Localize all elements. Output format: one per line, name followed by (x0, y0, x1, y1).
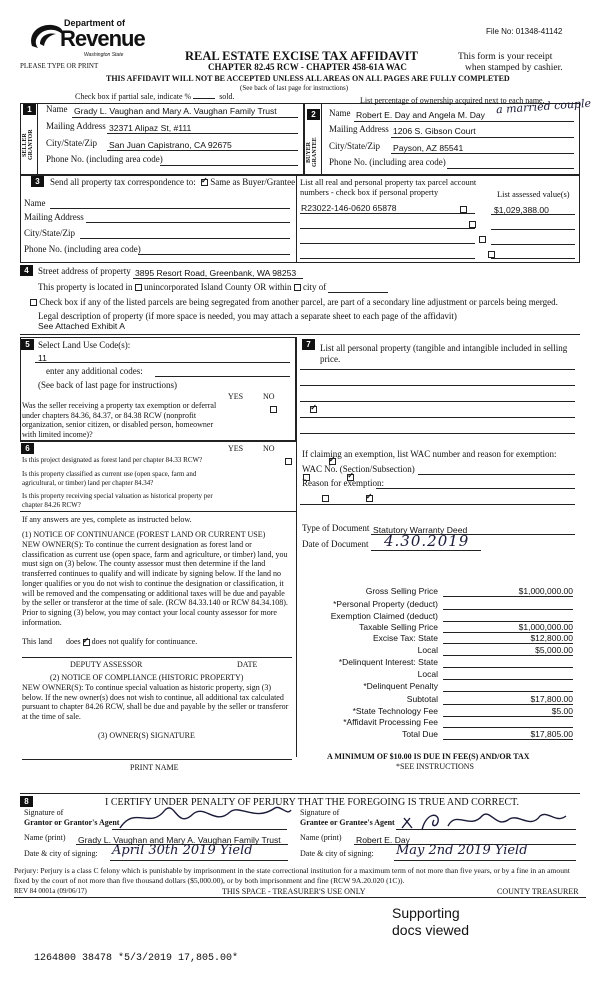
exemption-no-checkbox[interactable] (310, 406, 317, 413)
grantor-date-city: April 30th 2019 Yield (112, 843, 253, 858)
county-treasurer: COUNTY TREASURER (497, 887, 579, 896)
fee-row (300, 633, 575, 644)
grantor-sig-label-1: Signature of (24, 808, 64, 817)
land-use-code: 11 (38, 353, 47, 363)
logo-state: Washington State (84, 52, 124, 58)
fee-value (443, 611, 573, 622)
section-4-number: 4 (20, 265, 33, 276)
seller-address-label: Mailing Address (46, 121, 106, 131)
certify-statement: I CERTIFY UNDER PENALTY OF PERJURY THAT THE FOREGOING IS TRUE AND CORRECT. (105, 797, 519, 808)
exemption-no-header: NO (263, 392, 275, 401)
parcels-header: List all real and personal property tax parcel account numbers - check box if personal property (300, 178, 477, 197)
seller-side-label: SELLER GRANTOR (22, 129, 34, 161)
fee-label: Taxable Selling Price (359, 622, 438, 632)
corr-phone-label: Phone No. (including area code) (24, 244, 141, 254)
fee-value: $17,800.00 (443, 694, 573, 705)
fee-row (300, 694, 575, 705)
seller-name-label: Name (46, 104, 68, 114)
section-6-number: 6 (21, 443, 34, 454)
warning-text: THIS AFFIDAVIT WILL NOT BE ACCEPTED UNLESS ALL AREAS ON ALL PAGES ARE FULLY COMPLETED (106, 74, 510, 83)
does-not-qualify-checkbox[interactable] (83, 639, 90, 646)
grantee-signature (400, 806, 570, 836)
buyer-side-label: BUYER GRANTEE (306, 137, 318, 167)
fee-label: Exemption Claimed (deduct) (330, 611, 438, 621)
seller-phone-label: Phone No. (including area code) (46, 154, 163, 164)
legal-description: See Attached Exhibit A (38, 321, 125, 331)
if-yes-note: If any answers are yes, complete as instructed below. (22, 515, 192, 524)
fee-value: $1,000,000.00 (443, 586, 573, 597)
fee-label: *Delinquent Penalty (363, 681, 438, 691)
grantee-sig-label-1: Signature of (300, 808, 340, 817)
fee-row (300, 586, 575, 597)
grantee-date-label: Date & city of signing: (300, 849, 374, 858)
exemption-yes-checkbox[interactable] (270, 406, 277, 413)
fee-row (300, 729, 575, 740)
fee-row (300, 622, 575, 633)
notice-1-body: NEW OWNER(S): To continue the current designation as forest land or classification as current use (open space, farm and agriculture, or timber) land, you must sign on (3) below. The county assessor must then determine if the land transferred continues to qualify and will indicate by signing below. If the land no longer qualifies or you do not wish to continue the designation or classification, it will be removed and the compensating or additional taxes will be due and payable by the seller or transferor at the time of sale. (RCW 84.33.140 or RCW 84.34.108). Prior to signing (3) below, you may contact your local county assessor for more information. (22, 540, 288, 627)
fee-row (300, 611, 575, 622)
parcel-2-personal-checkbox[interactable] (469, 221, 476, 228)
forest-q3-yes[interactable] (322, 495, 329, 502)
segregated-note: Check box if any of the listed parcels are being segregated from another parcel, are part of a secondary line adjustment or parcels being merged. (30, 297, 558, 307)
fee-label: Local (417, 645, 438, 655)
section-5-number: 5 (21, 339, 34, 350)
corr-name-label: Name (24, 198, 46, 208)
seller-city: San Juan Capistrano, CA 92675 (109, 140, 232, 150)
seller-name: Grady L. Vaughan and Mary A. Vaughan Family Trust (74, 106, 277, 116)
fee-value (443, 717, 573, 728)
same-as-buyer-checkbox[interactable] (201, 179, 208, 186)
receipt-note-2: when stamped by cashier. (465, 63, 563, 73)
fee-value: $1,000,000.00 (443, 622, 573, 633)
forest-q1: Is this project designated as forest land per chapter 84.33 RCW? (22, 456, 203, 464)
buyer-address-label: Mailing Address (329, 124, 389, 134)
buyer-name: Robert E. Day and Angela M. Day (356, 110, 485, 120)
parcel-3-personal-checkbox[interactable] (479, 236, 486, 243)
exemption-question: Was the seller receiving a property tax exemption or deferral under chapters 84.36, 84.37, or 84.38 RCW (nonprofit organization, senior citizen, or disabled person, homeowner with limited income)? (22, 401, 217, 439)
logo-name: Revenue (60, 26, 145, 51)
fee-row (300, 657, 575, 668)
unincorporated-checkbox[interactable] (135, 284, 142, 291)
buyer-city: Payson, AZ 85541 (393, 143, 464, 153)
forest-q2-yes[interactable] (303, 474, 310, 481)
fee-label: *Affidavit Processing Fee (343, 717, 438, 727)
buyer-address: 1206 S. Gibson Court (393, 126, 476, 136)
dor-logo (26, 18, 145, 60)
print-name-label: PRINT NAME (130, 763, 179, 772)
see-instructions: *SEE INSTRUCTIONS (396, 762, 475, 771)
section-1-number: 1 (23, 104, 36, 115)
deputy-date-label: DATE (237, 660, 258, 669)
grantee-date-city: May 2nd 2019 Yield (396, 843, 528, 858)
forest-yes-header: YES (228, 444, 244, 453)
reason-label: Reason for exemption: (302, 478, 384, 488)
grantor-sig-label-2: Grantor or Grantor's Agent (24, 818, 120, 827)
fee-value: $5,000.00 (443, 645, 573, 656)
fee-value (443, 599, 573, 610)
street-address: 3895 Resort Road, Greenbank, WA 98253 (135, 268, 297, 278)
rev-number: REV 84 0001a (09/06/17) (14, 887, 87, 895)
grantee-print-name: Robert E. Day (356, 835, 410, 845)
fee-label: Local (417, 669, 438, 679)
section-7-number: 7 (302, 339, 315, 350)
receipt-line: 1264800 38478 *5/3/2019 17,805.00* (34, 953, 239, 964)
partial-sale-label: Check box if partial sale, indicate % sold. (75, 92, 235, 101)
exemption-claim-label: If claiming an exemption, list WAC number and reason for exemption: (302, 449, 557, 459)
corr-address-label: Mailing Address (24, 212, 84, 222)
corr-city-label: City/State/Zip (24, 228, 75, 238)
fee-label: *State Technology Fee (352, 706, 438, 716)
forest-q2: Is this property classified as current use (open space, farm and agricultural, or timber) land per chapter 84.34? (22, 470, 197, 487)
forest-q2-no[interactable] (347, 474, 354, 481)
grantor-date-label: Date & city of signing: (24, 849, 98, 858)
forest-q1-no[interactable] (329, 458, 336, 465)
notice-1-title: (1) NOTICE OF CONTINUANCE (FOREST LAND OR CURRENT USE) (22, 530, 266, 539)
ownership-note: List percentage of ownership acquired next to each name. (360, 96, 545, 105)
forest-q3-no[interactable] (366, 495, 373, 502)
deputy-assessor-label: DEPUTY ASSESSOR (70, 660, 143, 669)
doc-type-label: Type of Document (302, 523, 370, 533)
please-type: PLEASE TYPE OR PRINT (20, 62, 99, 70)
fee-row (300, 599, 575, 610)
personal-property-label: List all personal property (tangible and intangible included in selling price. (320, 343, 568, 364)
send-correspondence-label: Send all property tax correspondence to: ✓ Same as Buyer/Grantee (50, 177, 295, 187)
fee-row (300, 717, 575, 728)
fee-value (443, 657, 573, 668)
grantee-name-label: Name (print) (300, 833, 342, 842)
forest-q3: Is this property receiving special valuation as historical property per chapter 84.26 RCW? (22, 492, 213, 509)
fee-value: $17,805.00 (443, 729, 573, 740)
land-use-see-back: (See back of last page for instructions) (38, 380, 177, 390)
perjury-note: Perjury: Perjury is a class C felony which is punishable by imprisonment in the state correctional institution for a maximum term of not more than five years, or by a fine in an amount fixed by the court of not more than five thousand dollars ($5,000.00), or by both imprisonment and fine (RCW 9A.20.020 (1C)). (14, 866, 570, 885)
land-qualify-line: This land does ✓ does not qualify for continuance. (22, 637, 197, 646)
stamp-line-2: docs viewed (392, 922, 470, 938)
fee-label: Gross Selling Price (365, 586, 438, 596)
buyer-handwritten-note: a married couple (495, 96, 592, 117)
additional-codes-label: enter any additional codes: (46, 366, 143, 376)
fee-label: Total Due (402, 729, 438, 739)
notice-2-title: (2) NOTICE OF COMPLIANCE (HISTORIC PROPERTY) (50, 673, 244, 682)
doc-type: Statutory Warranty Deed (373, 525, 468, 535)
doc-date: 4.30.2019 (384, 532, 470, 550)
assessed-value: $1,029,388.00 (494, 205, 549, 215)
section-3-number: 3 (31, 176, 44, 187)
fee-row (300, 669, 575, 680)
buyer-phone-label: Phone No. (including area code) (329, 157, 446, 167)
receipt-note-1: This form is your receipt (458, 52, 553, 62)
parcel-4-personal-checkbox[interactable] (488, 251, 495, 258)
forest-q1-yes[interactable] (285, 458, 292, 465)
fee-value: $12,800.00 (443, 633, 573, 644)
form-title: REAL ESTATE EXCISE TAX AFFIDAVIT (185, 49, 418, 63)
assessed-header: List assessed value(s) (497, 190, 570, 199)
fee-row (300, 706, 575, 717)
forest-no-header: NO (263, 444, 275, 453)
wac-label: WAC No. (Section/Subsection) (302, 464, 415, 474)
grantor-print-name: Grady L. Vaughan and Mary A. Vaughan Family Trust (78, 835, 281, 845)
seller-city-label: City/State/Zip (46, 138, 97, 148)
parcel-1-personal-checkbox[interactable] (460, 206, 467, 213)
owner-signature-label: (3) OWNER(S) SIGNATURE (98, 731, 195, 740)
fee-value (443, 681, 573, 692)
notice-2-body: NEW OWNER(S): To continue special valuation as historic property, sign (3) below. If the new owner(s) does not wish to continue, all additional tax calculated pursuant to chapter 84.26 RCW, shall be due and payable by the seller or transferor at the time of sale. (22, 683, 289, 722)
fee-label: *Personal Property (deduct) (333, 599, 438, 609)
city-of-checkbox[interactable] (294, 284, 301, 291)
see-back: (See back of last page for instructions) (240, 84, 349, 92)
stamp-line-1: Supporting (392, 905, 460, 921)
file-number: File No: 01348-41142 (486, 27, 563, 36)
legal-label: Legal description of property (if more space is needed, you may attach a separate sheet to each page of the affidavit) (38, 311, 457, 321)
buyer-city-label: City/State/Zip (329, 141, 380, 151)
fee-label: Subtotal (406, 694, 438, 704)
treasurer-space: THIS SPACE - TREASURER'S USE ONLY (222, 887, 366, 896)
grantee-sig-label-2: Grantee or Grantee's Agent (300, 818, 395, 827)
fee-label: Excise Tax: State (372, 633, 438, 643)
buyer-name-label: Name (329, 108, 351, 118)
exemption-yes-header: YES (228, 392, 244, 401)
fee-value (443, 669, 573, 680)
section-8-number: 8 (20, 796, 33, 807)
minimum-note: A MINIMUM OF $10.00 IS DUE IN FEE(S) AND/OR TAX (327, 752, 530, 761)
street-label: Street address of property (38, 266, 131, 276)
section-2-number: 2 (307, 109, 320, 120)
property-located-label: This property is located in unincorporated Island County OR within city of (38, 282, 327, 292)
fee-row (300, 681, 575, 692)
parcel-number: R23022-146-0620 65878 (301, 203, 397, 213)
doc-date-label: Date of Document (302, 539, 369, 549)
segregated-checkbox[interactable] (30, 299, 37, 306)
land-use-label: Select Land Use Code(s): (38, 340, 131, 350)
grantor-name-label: Name (print) (24, 833, 66, 842)
form-subtitle: CHAPTER 82.45 RCW - CHAPTER 458-61A WAC (208, 62, 407, 72)
fee-value: $5.00 (443, 706, 573, 717)
logo-dept: Department of (64, 18, 126, 28)
seller-address: 32371 Alipaz St, #111 (109, 123, 192, 133)
fee-row (300, 645, 575, 656)
fee-label: *Delinquent Interest: State (338, 657, 438, 667)
